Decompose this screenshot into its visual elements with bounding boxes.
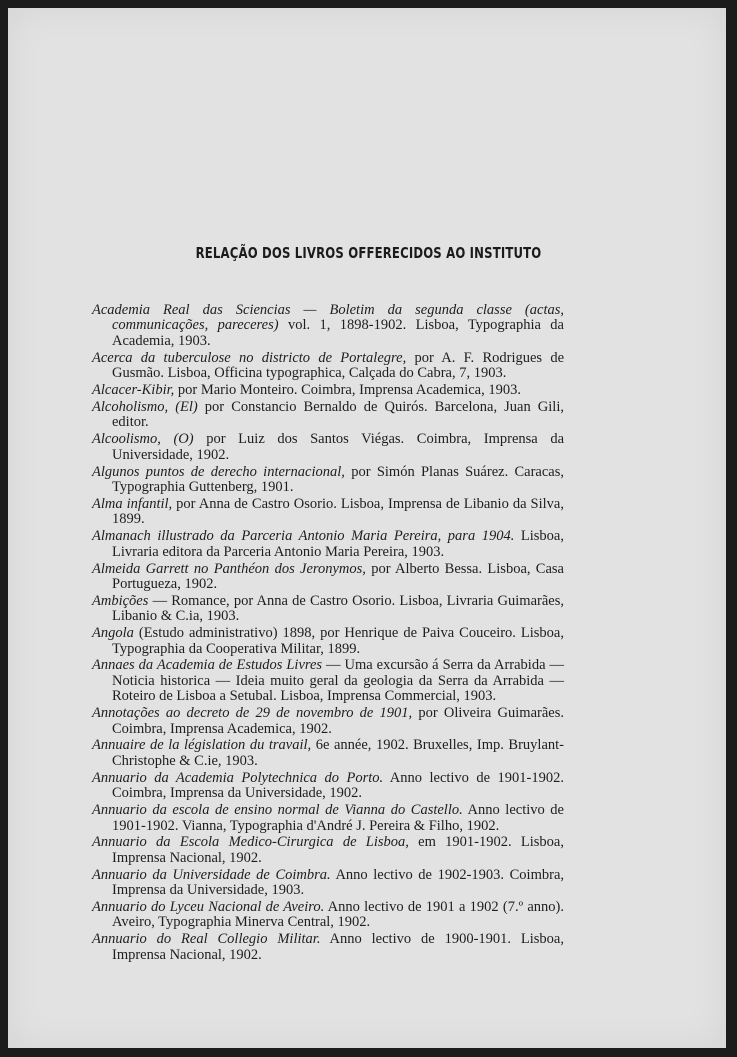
book-details: por Alberto Bessa. Lisboa, Casa Portugueza, 1902.: [112, 560, 564, 592]
list-item: [92, 771, 564, 802]
book-title: Annuario da Universidade de Coimbra.: [92, 866, 331, 883]
book-title: Annotações ao decreto de 29 de novembro de 1901,: [92, 705, 413, 722]
book-title: Alcoholismo, (El): [92, 398, 198, 415]
book-title: Alcacer-Kibir,: [92, 382, 175, 399]
book-title: Annuario da Escola Medico-Cirurgica de Lisboa,: [92, 834, 409, 851]
book-title: Alcoolismo, (O): [92, 431, 194, 448]
book-title: Annuario do Real Collegio Militar.: [92, 931, 321, 948]
book-details: por A. F. Rodrigues de Gusmão. Lisboa, Officina typographica, Calçada do Cabra, 7, 1903.: [112, 349, 565, 382]
book-title: Algunos puntos de derecho internacional,: [92, 463, 345, 480]
book-details: em 1901-1902. Lisboa, Imprensa Nacional, 1902.: [112, 834, 564, 866]
list-item: [92, 529, 564, 560]
book-title: Alma infantil,: [92, 495, 173, 512]
book-title: Academia Real das Sciencias — Boletim da segunda classe (actas, communicações, pareceres): [92, 302, 564, 334]
book-title: Annuario da Academia Polytechnica do Porto.: [92, 769, 384, 786]
book-details: por Oliveira Guimarães. Coimbra, Imprensa Academica, 1902.: [112, 705, 564, 737]
list-item: [92, 594, 564, 625]
list-item: [92, 658, 564, 704]
book-details: — Romance, por Anna de Castro Osorio. Lisboa, Livraria Guimarães, Libanio & C.ia, 1903.: [112, 592, 564, 625]
book-details: — Uma excursão á Serra da Arrabida — Noticia historica — Ideia muito geral da geologia da Serra da Arrabida — Roteiro de Lisboa a Setubal. Lisboa, Imprensa Commercial, 1903.: [112, 657, 564, 705]
list-item: [92, 932, 564, 963]
book-details: 6e année, 1902. Bruxelles, Imp. Bruylant-Christophe & C.ie, 1903.: [112, 737, 564, 769]
book-details: Anno lectivo de 1901 a 1902 (7.º anno). Aveiro, Typographia Minerva Central, 1902.: [112, 899, 565, 931]
list-item: [92, 706, 564, 737]
book-title: Annuaire de la législation du travail,: [92, 737, 312, 754]
book-title: Almeida Garrett no Panthéon dos Jeronymos,: [92, 560, 366, 577]
book-title: Ambições: [92, 592, 149, 609]
book-details: Anno lectivo de 1901-1902. Coimbra, Imprensa da Universidade, 1902.: [112, 769, 564, 802]
page-title: RELAÇÃO DOS LIVROS OFFERECIDOS AO INSTITUTO: [195, 244, 542, 262]
list-item: [92, 351, 564, 382]
list-item: [92, 562, 564, 593]
book-details: Anno lectivo de 1902-1903. Coimbra, Imprensa da Universidade, 1903.: [112, 866, 565, 899]
list-item: [92, 400, 564, 431]
book-list: [92, 303, 564, 965]
list-item: [92, 835, 564, 866]
book-title: Angola: [92, 625, 134, 642]
list-item: [92, 868, 564, 899]
list-item: [92, 803, 564, 834]
book-details: por Constancio Bernaldo de Quirós. Barcelona, Juan Gili, editor.: [112, 398, 564, 431]
list-item: [92, 738, 564, 769]
list-item: [92, 432, 564, 463]
book-details: por Luiz dos Santos Viégas. Coimbra, Imprensa da Universidade, 1902.: [112, 431, 565, 463]
book-details: por Mario Monteiro. Coimbra, Imprensa Academica, 1903.: [174, 382, 521, 399]
book-title: Annuario da escola de ensino normal de Vianna do Castello.: [92, 802, 463, 819]
book-details: Lisboa, Livraria editora da Parceria Antonio Maria Pereira, 1903.: [112, 528, 564, 560]
book-title: Acerca da tuberculose no districto de Portalegre,: [92, 349, 407, 366]
book-details: por Anna de Castro Osorio. Lisboa, Imprensa de Libanio da Silva, 1899.: [112, 495, 564, 528]
book-details: por Simón Planas Suárez. Caracas, Typographia Guttenberg, 1901.: [112, 463, 564, 495]
list-item: [92, 383, 564, 398]
list-item: [92, 497, 564, 528]
list-item: [92, 465, 564, 496]
book-details: vol. 1, 1898-1902. Lisboa, Typographia da Academia, 1903.: [112, 317, 564, 349]
book-details: Anno lectivo de 1901-1902. Vianna, Typographia d'André J. Pereira & Filho, 1902.: [112, 802, 564, 834]
book-title: Almanach illustrado da Parceria Antonio Maria Pereira, para 1904.: [92, 528, 515, 545]
book-title: Annaes da Academia de Estudos Livres: [92, 657, 323, 674]
book-details: Anno lectivo de 1900-1901. Lisboa, Imprensa Nacional, 1902.: [112, 931, 564, 963]
list-item: [92, 626, 564, 657]
list-item: [92, 303, 564, 349]
book-details: (Estudo administrativo) 1898, por Henrique de Paiva Couceiro. Lisboa, Typographia da Cooperativa Militar, 1899.: [112, 625, 564, 657]
book-title: Annuario do Lyceu Nacional de Aveiro.: [92, 899, 325, 916]
list-item: [92, 900, 564, 931]
